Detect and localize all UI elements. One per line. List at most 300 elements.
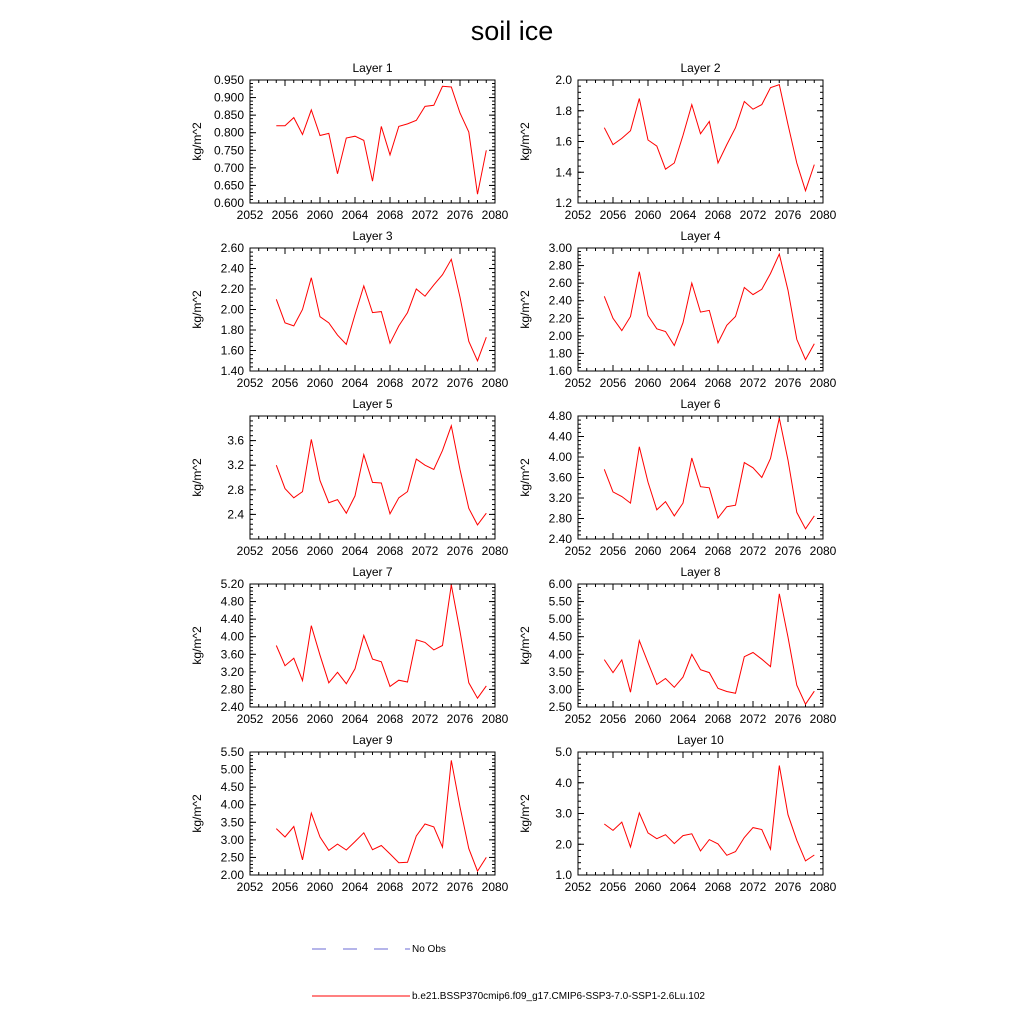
data-point [433, 284, 435, 286]
x-tick-label: 2056 [599, 880, 627, 894]
data-point [752, 651, 754, 653]
data-point [293, 825, 295, 827]
data-point [734, 504, 736, 506]
data-point [629, 846, 631, 848]
data-point [468, 340, 470, 342]
x-tick-label: 2076 [446, 208, 474, 222]
data-point [336, 334, 338, 336]
data-point [717, 517, 719, 519]
x-tick-label: 2052 [564, 208, 592, 222]
data-point [310, 438, 312, 440]
y-tick-label: 2.20 [220, 282, 244, 296]
data-point [433, 468, 435, 470]
data-point [371, 848, 373, 850]
data-point [319, 836, 321, 838]
x-tick-label: 2056 [271, 712, 299, 726]
plot-frame [250, 248, 495, 371]
data-point [354, 135, 356, 137]
data-point [804, 358, 806, 360]
data-point [813, 163, 815, 165]
data-point [459, 630, 461, 632]
panel-title: Layer 3 [352, 229, 393, 243]
data-point [638, 271, 640, 273]
y-tick-label: 1.2 [555, 196, 572, 210]
series-line [604, 418, 814, 529]
data-point [406, 681, 408, 683]
x-tick-label: 2076 [774, 880, 802, 894]
data-point [363, 634, 365, 636]
x-tick-label: 2060 [306, 544, 334, 558]
y-tick-label: 4.50 [548, 629, 572, 644]
data-point [761, 828, 763, 830]
x-tick-label: 2076 [774, 376, 802, 390]
y-axis-title: kg/m^2 [190, 626, 204, 665]
x-tick-label: 2072 [739, 544, 767, 558]
x-tick-label: 2064 [669, 712, 697, 726]
panel-title: Layer 7 [352, 565, 393, 579]
data-point [468, 847, 470, 849]
data-point [328, 849, 330, 851]
data-point [699, 486, 701, 488]
data-point [743, 286, 745, 288]
data-point [717, 342, 719, 344]
y-axis-title: kg/m^2 [190, 122, 204, 161]
data-point [778, 764, 780, 766]
data-point [433, 826, 435, 828]
y-tick-label: 1.60 [220, 343, 244, 358]
x-tick-label: 2072 [739, 208, 767, 222]
data-point [371, 481, 373, 483]
y-tick-label: 4.40 [220, 612, 244, 627]
chart-panel-7 [190, 565, 509, 726]
chart-panel-9 [190, 733, 509, 894]
plot-frame [578, 584, 823, 707]
data-point [796, 511, 798, 513]
chart-panel-8 [518, 565, 837, 726]
data-point [726, 143, 728, 145]
data-point [380, 482, 382, 484]
y-tick-label: 2.00 [220, 302, 244, 317]
series-line [604, 85, 814, 191]
y-tick-label: 5.50 [548, 594, 572, 609]
chart-panel-2 [518, 61, 837, 222]
data-point [275, 464, 277, 466]
data-point [813, 854, 815, 856]
x-tick-label: 2056 [599, 376, 627, 390]
x-tick-label: 2052 [236, 376, 264, 390]
data-point [275, 827, 277, 829]
x-tick-label: 2080 [809, 208, 837, 222]
data-point [441, 273, 443, 275]
y-tick-label: 2.40 [220, 700, 244, 714]
data-point [406, 123, 408, 125]
x-tick-label: 2076 [446, 880, 474, 894]
data-point [476, 870, 478, 872]
data-point [293, 116, 295, 118]
data-point [398, 497, 400, 499]
panel-title: Layer 9 [352, 733, 393, 747]
y-tick-label: 0.900 [213, 90, 244, 105]
data-point [284, 665, 286, 667]
data-point [612, 491, 614, 493]
y-tick-label: 4.00 [548, 647, 572, 662]
data-point [691, 103, 693, 105]
data-point [621, 329, 623, 331]
series-line [604, 594, 814, 704]
data-point [708, 838, 710, 840]
x-tick-label: 2052 [236, 880, 264, 894]
data-point [468, 507, 470, 509]
data-point [389, 853, 391, 855]
data-point [682, 676, 684, 678]
data-point [603, 658, 605, 660]
y-tick-label: 1.0 [555, 868, 572, 882]
x-tick-label: 2072 [739, 712, 767, 726]
data-point [415, 835, 417, 837]
data-point [612, 671, 614, 673]
panel-title: Layer 10 [677, 733, 724, 747]
y-axis-title: kg/m^2 [518, 290, 532, 329]
series-line [276, 585, 486, 698]
data-point [459, 806, 461, 808]
x-tick-label: 2064 [341, 880, 369, 894]
x-tick-label: 2060 [306, 712, 334, 726]
data-point [371, 180, 373, 182]
x-tick-label: 2080 [809, 376, 837, 390]
data-point [441, 846, 443, 848]
plot-frame [578, 752, 823, 875]
panel-title: Layer 2 [680, 61, 721, 75]
y-tick-label: 2.50 [548, 700, 572, 714]
data-point [761, 288, 763, 290]
data-point [769, 272, 771, 274]
data-point [752, 293, 754, 295]
data-point [301, 859, 303, 861]
data-point [336, 498, 338, 500]
data-point [293, 325, 295, 327]
data-point [734, 315, 736, 317]
data-point [656, 145, 658, 147]
plot-frame [250, 584, 495, 707]
data-point [726, 690, 728, 692]
x-tick-label: 2072 [411, 208, 439, 222]
data-point [769, 665, 771, 667]
legend [312, 944, 705, 1002]
data-point [310, 277, 312, 279]
data-point [612, 829, 614, 831]
y-tick-label: 1.80 [220, 323, 244, 337]
y-tick-label: 3.2 [227, 458, 244, 473]
y-tick-label: 0.700 [213, 160, 244, 175]
chart-panel-10 [518, 733, 837, 894]
x-tick-label: 2076 [446, 376, 474, 390]
x-tick-label: 2056 [271, 208, 299, 222]
x-tick-label: 2060 [306, 880, 334, 894]
data-point [726, 324, 728, 326]
data-point [328, 502, 330, 504]
panel-title: Layer 8 [680, 565, 721, 579]
x-tick-label: 2068 [704, 712, 732, 726]
x-tick-label: 2076 [774, 712, 802, 726]
chart-panel-4 [518, 229, 837, 390]
data-point [734, 850, 736, 852]
data-point [621, 137, 623, 139]
data-point [459, 112, 461, 114]
plot-frame [578, 248, 823, 371]
data-point [371, 311, 373, 313]
data-point [398, 125, 400, 127]
panel-title: Layer 5 [352, 397, 393, 411]
data-point [406, 861, 408, 863]
data-point [301, 133, 303, 135]
data-point [647, 139, 649, 141]
plot-frame [250, 416, 495, 539]
data-point [769, 457, 771, 459]
x-tick-label: 2064 [669, 208, 697, 222]
data-point [621, 821, 623, 823]
data-point [450, 258, 452, 260]
data-point [275, 124, 277, 126]
data-point [380, 310, 382, 312]
x-tick-label: 2060 [306, 376, 334, 390]
data-point [336, 671, 338, 673]
plot-frame [578, 416, 823, 539]
data-point [476, 524, 478, 526]
data-point [778, 593, 780, 595]
data-point [424, 105, 426, 107]
data-point [328, 322, 330, 324]
data-point [647, 662, 649, 664]
x-tick-label: 2064 [341, 712, 369, 726]
series-line [604, 254, 814, 360]
data-point [485, 336, 487, 338]
data-point [726, 854, 728, 856]
data-point [656, 683, 658, 685]
y-tick-label: 3.00 [548, 682, 572, 697]
data-point [476, 360, 478, 362]
x-tick-label: 2060 [634, 376, 662, 390]
data-point [734, 126, 736, 128]
x-tick-label: 2068 [376, 208, 404, 222]
data-point [664, 168, 666, 170]
y-tick-label: 5.20 [220, 577, 244, 591]
y-tick-label: 0.750 [213, 143, 244, 158]
y-tick-label: 2.40 [548, 532, 572, 546]
y-tick-label: 2.50 [220, 850, 244, 865]
x-tick-label: 2052 [564, 544, 592, 558]
data-point [354, 668, 356, 670]
data-point [691, 833, 693, 835]
data-point [603, 468, 605, 470]
data-point [319, 134, 321, 136]
y-tick-label: 3.60 [220, 647, 244, 662]
y-tick-label: 3.00 [548, 241, 572, 255]
data-point [415, 288, 417, 290]
y-tick-label: 2.4 [227, 507, 244, 522]
data-point [363, 832, 365, 834]
data-point [796, 684, 798, 686]
x-tick-label: 2060 [634, 544, 662, 558]
data-point [647, 314, 649, 316]
x-tick-label: 2056 [271, 880, 299, 894]
data-point [415, 119, 417, 121]
chart-panel-1 [190, 61, 509, 222]
y-tick-label: 2.60 [548, 276, 572, 291]
x-tick-label: 2072 [739, 376, 767, 390]
y-tick-label: 2.80 [220, 682, 244, 697]
x-tick-label: 2076 [774, 208, 802, 222]
x-tick-label: 2052 [564, 712, 592, 726]
data-point [612, 143, 614, 145]
data-point [699, 133, 701, 135]
data-point [673, 515, 675, 517]
x-tick-label: 2064 [669, 880, 697, 894]
x-tick-label: 2056 [599, 712, 627, 726]
y-axis-title: kg/m^2 [518, 122, 532, 161]
data-point [673, 162, 675, 164]
data-point [389, 342, 391, 344]
data-point [301, 679, 303, 681]
x-tick-label: 2072 [411, 376, 439, 390]
data-point [691, 282, 693, 284]
data-point [450, 759, 452, 761]
series-line [276, 760, 486, 871]
y-tick-label: 2.80 [548, 511, 572, 526]
data-point [441, 85, 443, 87]
x-tick-label: 2064 [341, 376, 369, 390]
x-tick-label: 2052 [564, 880, 592, 894]
data-point [468, 131, 470, 133]
data-point [647, 832, 649, 834]
data-point [398, 862, 400, 864]
data-point [485, 685, 487, 687]
chart-panel-5 [190, 397, 509, 558]
plot-frame [578, 80, 823, 203]
data-point [621, 659, 623, 661]
y-tick-label: 1.6 [555, 134, 572, 149]
plot-frame [250, 80, 495, 203]
y-tick-label: 5.00 [220, 762, 244, 777]
x-tick-label: 2052 [564, 376, 592, 390]
data-point [804, 860, 806, 862]
legend-obs-label: No Obs [412, 944, 446, 955]
data-point [787, 289, 789, 291]
data-point [699, 311, 701, 313]
data-point [664, 677, 666, 679]
y-tick-label: 5.0 [555, 745, 572, 759]
y-axis-title: kg/m^2 [190, 290, 204, 329]
data-point [476, 193, 478, 195]
data-point [476, 697, 478, 699]
data-point [638, 639, 640, 641]
y-tick-label: 4.80 [220, 594, 244, 609]
data-point [787, 459, 789, 461]
data-point [424, 641, 426, 643]
data-point [485, 512, 487, 514]
data-point [293, 657, 295, 659]
data-point [682, 502, 684, 504]
data-point [354, 840, 356, 842]
x-tick-label: 2080 [481, 880, 509, 894]
x-tick-label: 2068 [376, 712, 404, 726]
x-tick-label: 2064 [669, 544, 697, 558]
y-tick-label: 1.4 [555, 165, 572, 180]
y-tick-label: 3.50 [220, 815, 244, 830]
data-point [319, 654, 321, 656]
data-point [284, 487, 286, 489]
data-point [664, 330, 666, 332]
data-point [673, 344, 675, 346]
y-tick-label: 0.600 [213, 196, 244, 210]
panel-title: Layer 1 [352, 61, 393, 75]
data-point [424, 823, 426, 825]
data-point [389, 154, 391, 156]
data-point [717, 843, 719, 845]
data-point [603, 823, 605, 825]
data-point [787, 636, 789, 638]
data-point [647, 481, 649, 483]
data-point [664, 500, 666, 502]
panel-title: Layer 4 [680, 229, 721, 243]
page-title: soil ice [470, 16, 554, 46]
data-point [441, 449, 443, 451]
data-point [787, 814, 789, 816]
y-tick-label: 3.6 [227, 433, 244, 448]
y-tick-label: 0.800 [213, 125, 244, 140]
y-tick-label: 4.00 [220, 629, 244, 644]
y-axis-title: kg/m^2 [518, 626, 532, 665]
data-point [673, 686, 675, 688]
y-tick-label: 2.8 [227, 482, 244, 497]
data-point [691, 457, 693, 459]
y-tick-label: 3.20 [220, 664, 244, 679]
data-point [804, 528, 806, 530]
data-point [363, 285, 365, 287]
x-tick-label: 2056 [271, 544, 299, 558]
data-point [328, 682, 330, 684]
x-tick-label: 2064 [341, 208, 369, 222]
y-tick-label: 1.40 [220, 364, 244, 378]
data-point [406, 490, 408, 492]
x-tick-label: 2072 [739, 880, 767, 894]
x-tick-label: 2068 [376, 376, 404, 390]
data-point [638, 446, 640, 448]
y-tick-label: 0.950 [213, 73, 244, 87]
x-tick-label: 2080 [481, 376, 509, 390]
data-point [441, 644, 443, 646]
x-tick-label: 2072 [411, 712, 439, 726]
y-tick-label: 2.80 [548, 258, 572, 273]
data-point [752, 826, 754, 828]
data-point [796, 338, 798, 340]
x-tick-label: 2060 [634, 712, 662, 726]
data-point [450, 86, 452, 88]
data-point [284, 124, 286, 126]
x-tick-label: 2068 [376, 880, 404, 894]
x-tick-label: 2060 [634, 880, 662, 894]
plot-frame [250, 752, 495, 875]
x-tick-label: 2068 [376, 544, 404, 558]
x-tick-label: 2080 [809, 544, 837, 558]
data-point [310, 812, 312, 814]
data-point [752, 108, 754, 110]
x-tick-label: 2076 [774, 544, 802, 558]
y-axis-title: kg/m^2 [190, 794, 204, 833]
y-axis-title: kg/m^2 [190, 458, 204, 497]
data-point [734, 692, 736, 694]
x-tick-label: 2072 [411, 880, 439, 894]
data-point [450, 584, 452, 586]
